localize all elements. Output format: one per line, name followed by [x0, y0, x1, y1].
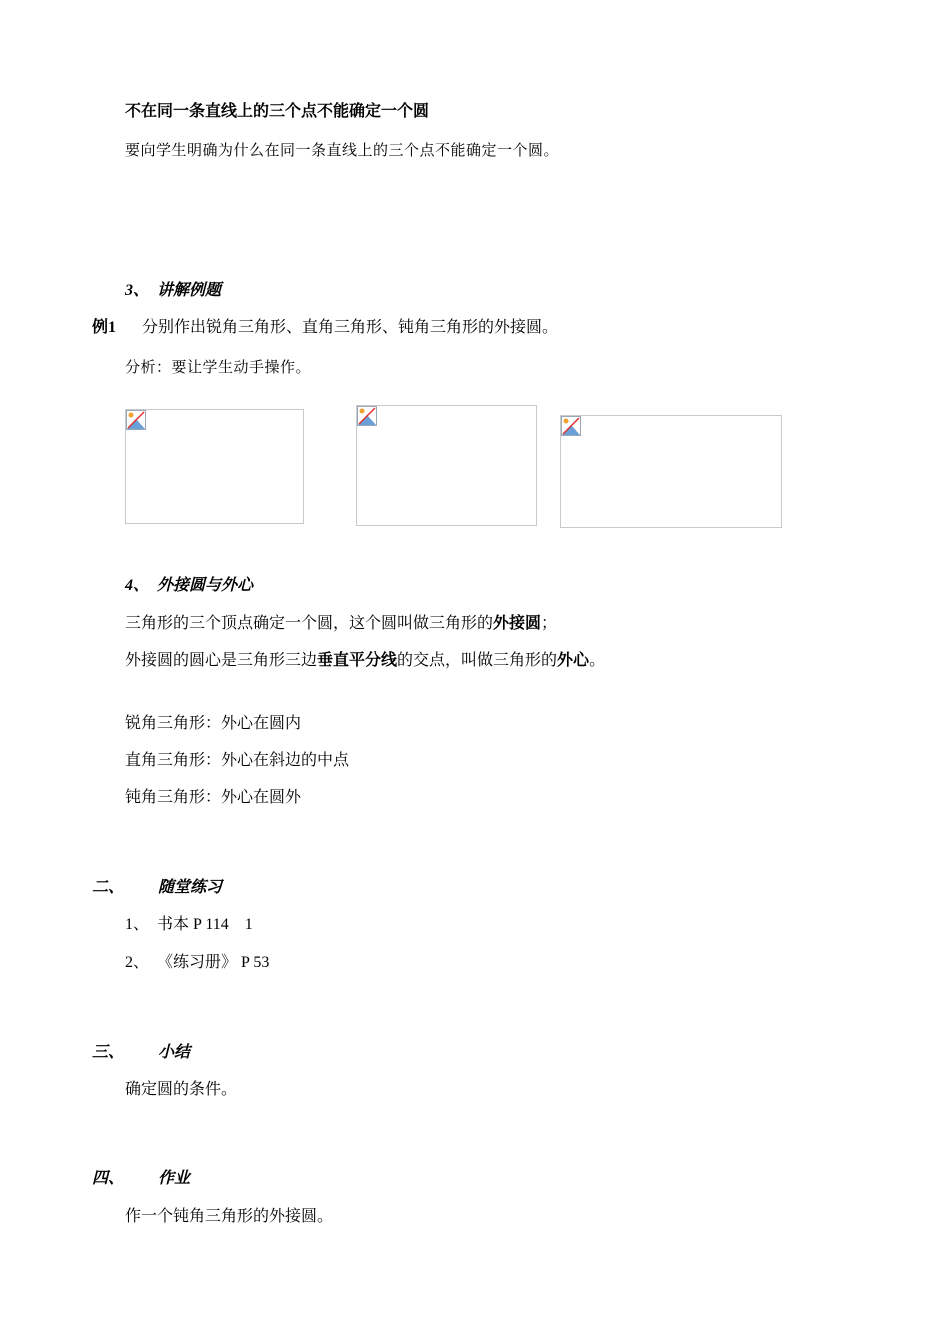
definition1-term: 外接圆	[493, 615, 542, 632]
figure-acute-triangle	[125, 409, 304, 524]
figure-obtuse-triangle	[560, 415, 782, 528]
part4-heading	[125, 576, 253, 596]
exercise-item-2	[125, 953, 269, 973]
section-heading: 不在同一条直线上的三个点不能确定一个圆	[125, 103, 430, 120]
case-acute: 锐角三角形：外心在圆内	[125, 715, 302, 732]
definition-circumcircle	[125, 614, 557, 634]
figure-right-triangle	[356, 405, 537, 526]
exercise-text: 《练习册》 P 53	[157, 954, 270, 971]
section-note: 要向学生明确为什么在同一条直线上的三个点不能确定一个圆。	[125, 141, 560, 159]
part3-title: 讲解例题	[157, 282, 222, 299]
section2-number: 二、	[92, 879, 125, 896]
case-right: 直角三角形：外心在斜边的中点	[125, 752, 350, 769]
definition2-term2: 外心	[557, 652, 590, 669]
part3-heading	[125, 281, 221, 301]
part4-title: 外接圆与外心	[157, 577, 254, 594]
exercise-text: 书本 P 114 1	[157, 916, 253, 933]
homework-text: 作一个钝角三角形的外接圆。	[125, 1208, 334, 1225]
example1	[92, 318, 558, 338]
exercise-item-1	[125, 915, 253, 935]
analysis-text: 分析：要让学生动手操作。	[125, 358, 312, 376]
broken-image-icon	[561, 416, 581, 436]
section4-title: 作业	[158, 1170, 191, 1187]
definition2-text: 外接圆的圆心是三角形三边	[125, 652, 318, 669]
section2-title: 随堂练习	[158, 879, 223, 896]
section3-number: 三、	[92, 1044, 125, 1061]
summary-text: 确定圆的条件。	[125, 1081, 238, 1098]
section4-number: 四、	[92, 1170, 125, 1187]
definition2-end: 。	[589, 652, 606, 669]
part4-number: 4、	[125, 577, 150, 594]
definition1-end: ；	[541, 615, 558, 632]
example1-text: 分别作出锐角三角形、直角三角形、钝角三角形的外接圆。	[142, 319, 559, 336]
case-obtuse: 钝角三角形：外心在圆外	[125, 789, 302, 806]
broken-image-icon	[126, 410, 146, 430]
definition1-text: 三角形的三个顶点确定一个圆，这个圆叫做三角形的	[125, 615, 494, 632]
example1-label: 例1	[92, 319, 117, 336]
definition2-middle: 的交点，叫做三角形的	[397, 652, 558, 669]
definition2-term1: 垂直平分线	[317, 652, 398, 669]
exercise-num: 2、	[125, 954, 150, 971]
definition-circumcenter	[125, 651, 605, 671]
exercise-num: 1、	[125, 916, 150, 933]
section3-title: 小结	[158, 1044, 191, 1061]
broken-image-icon	[357, 406, 377, 426]
part3-number: 3、	[125, 282, 150, 299]
